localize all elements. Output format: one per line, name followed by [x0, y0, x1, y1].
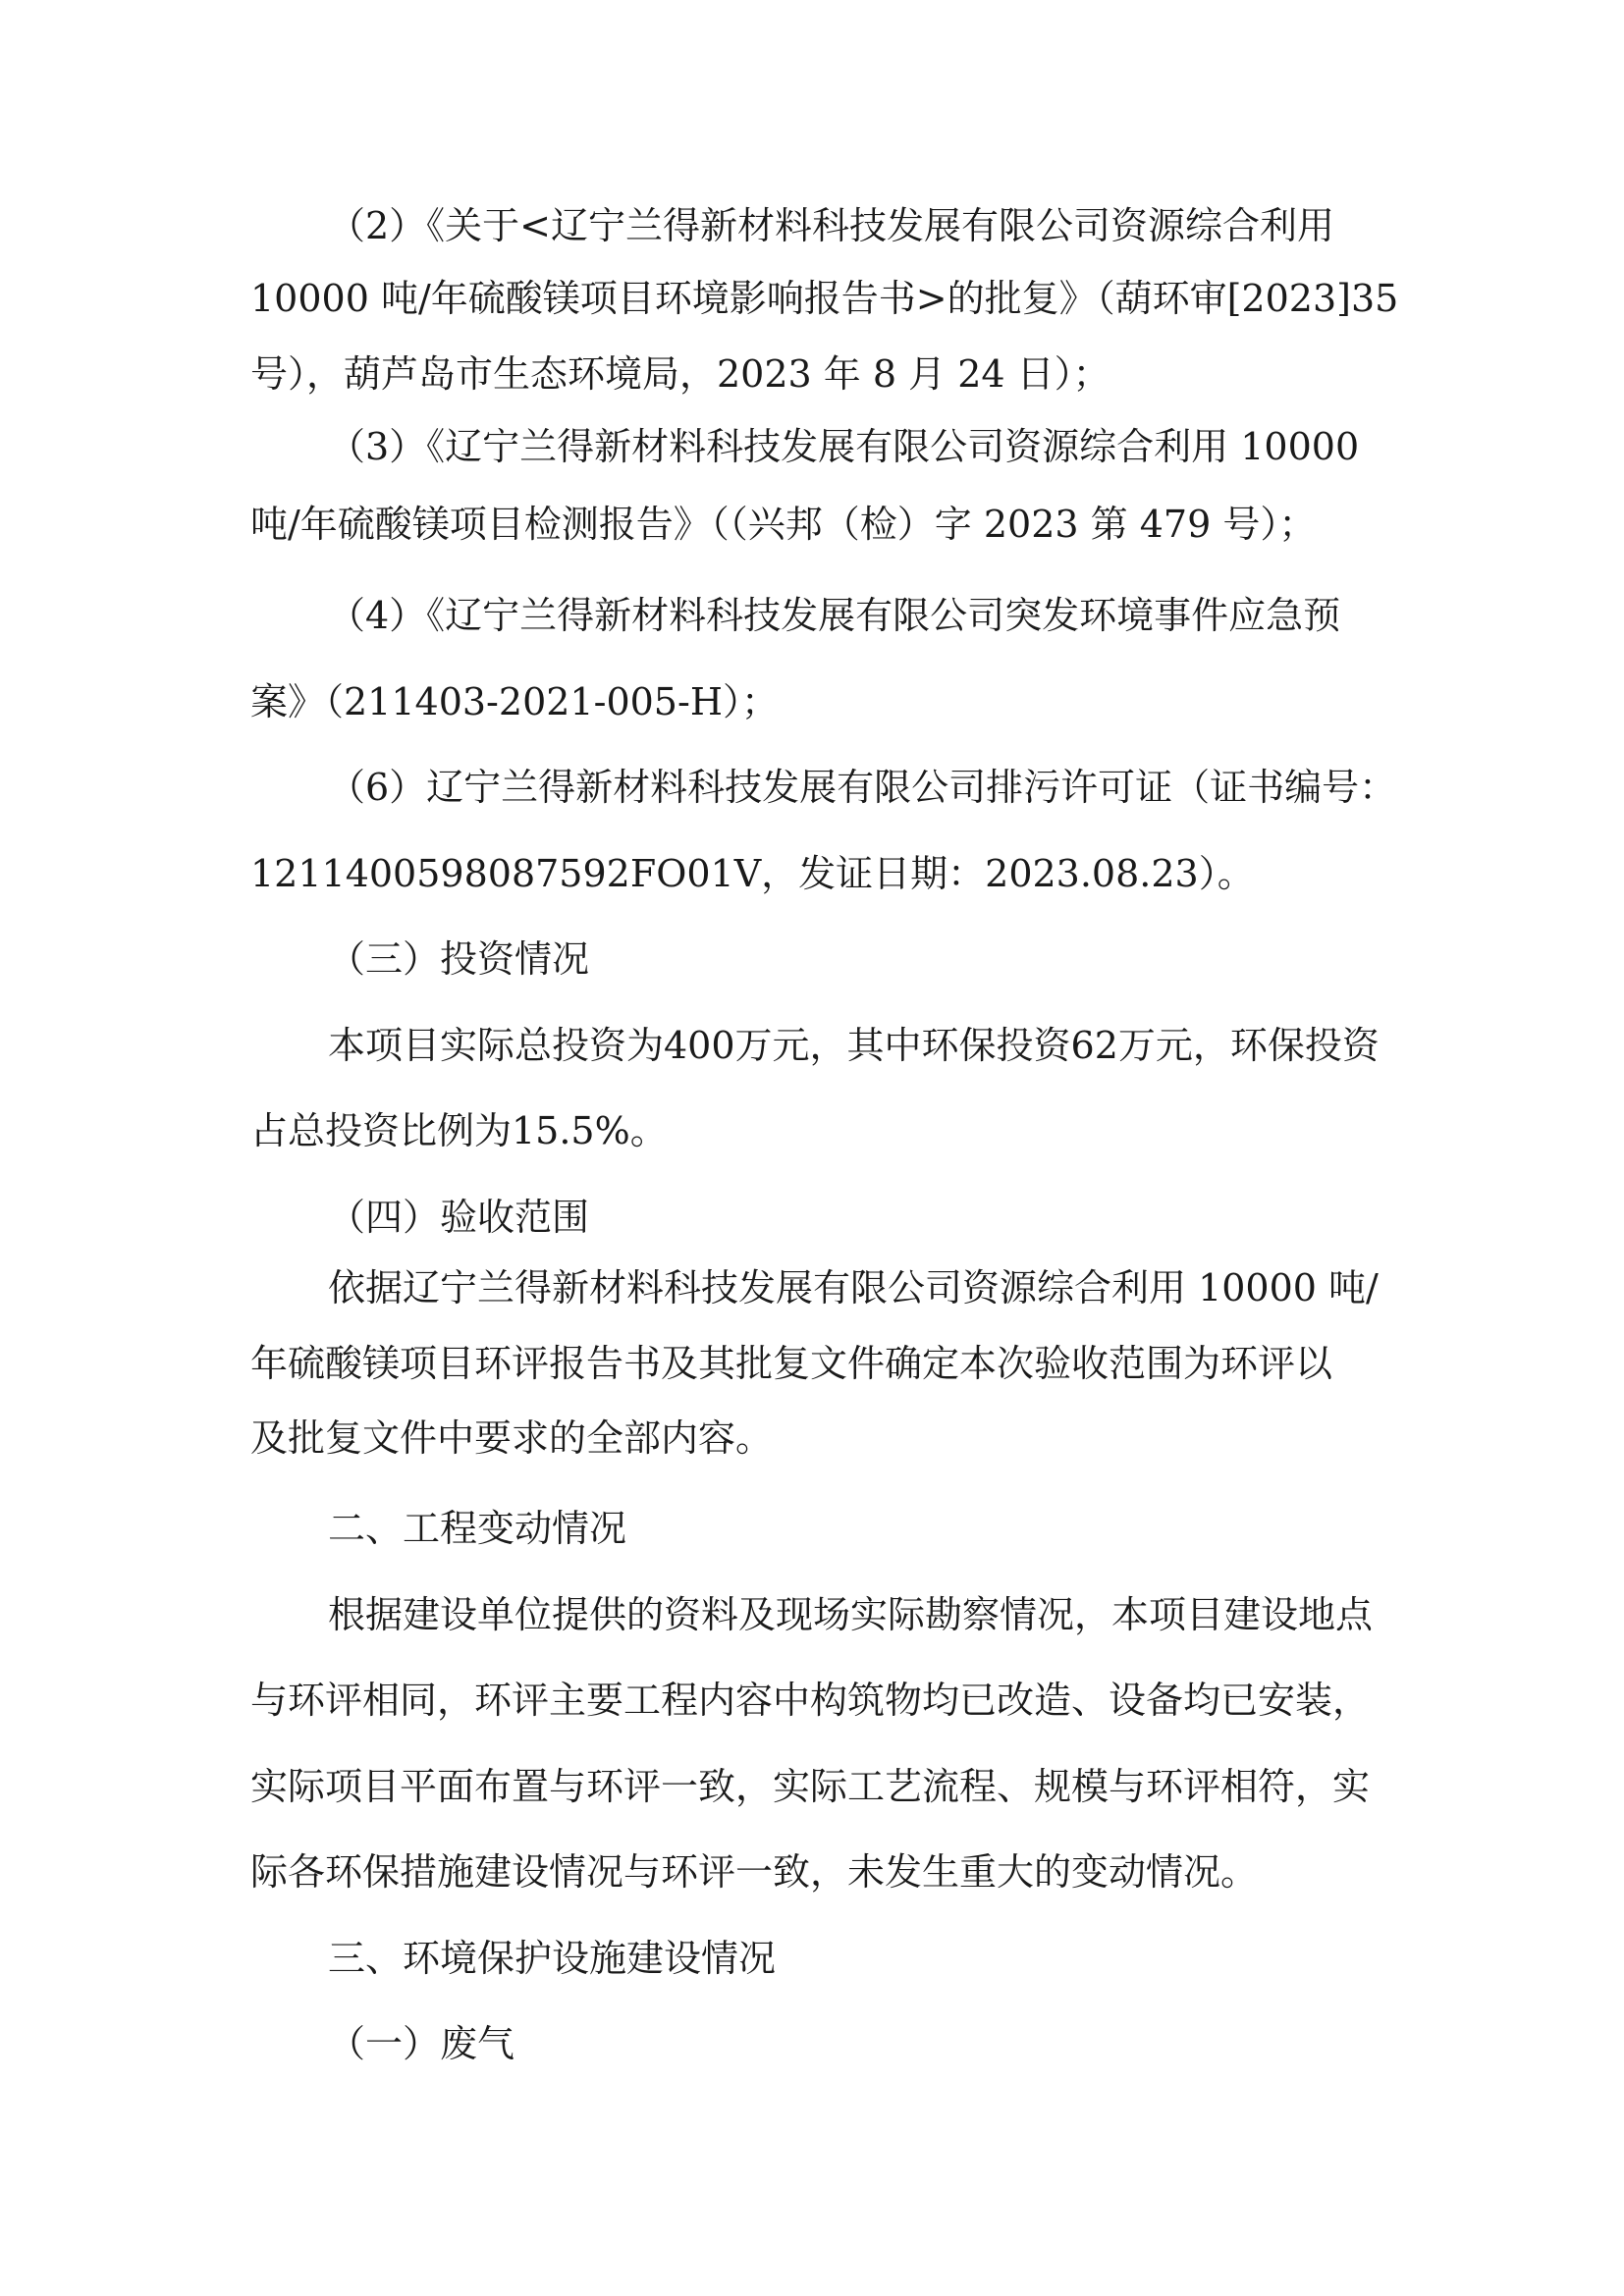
- investment-line-2: 占总投资比例为15.5%。: [250, 1109, 668, 1152]
- scope-line-3: 及批复文件中要求的全部内容。: [250, 1416, 774, 1460]
- item-3-line-1: （3）《辽宁兰得新材料科技发展有限公司资源综合利用 10000: [328, 425, 1360, 468]
- changes-line-4: 际各环保措施建设情况与环评一致，未发生重大的变动情况。: [250, 1850, 1259, 1894]
- scope-line-2: 年硫酸镁项目环评报告书及其批复文件确定本次验收范围为环评以: [250, 1342, 1333, 1385]
- changes-line-1: 根据建设单位提供的资料及现场实际勘察情况，本项目建设地点: [328, 1593, 1374, 1636]
- item-6-line-2: 121140059808759​2FO01V，发证日期：2023.08.23）。: [250, 852, 1255, 895]
- item-2-line-1: （2）《关于<辽宁兰得新材料科技发展有限公司资源综合利用: [328, 204, 1335, 247]
- item-4-line-1: （4）《辽宁兰得新材料科技发展有限公司突发环境事件应急预: [328, 594, 1341, 637]
- item-2-line-2: 10000 吨/年硫酸镁项目环境影响报告书>的批复》（葫环审[2023]35: [250, 277, 1399, 320]
- facilities-heading: 三、环境保护设施建设情况: [328, 1937, 777, 1980]
- item-2-line-3: 号），葫芦岛市生态环境局，2023 年 8 月 24 日）；: [250, 352, 1110, 396]
- changes-heading: 二、工程变动情况: [328, 1507, 627, 1550]
- item-6-line-1: （6）辽宁兰得新材料科技发展有限公司排污许可证（证书编号：: [328, 766, 1397, 809]
- investment-heading: （三）投资情况: [328, 937, 590, 981]
- changes-line-3: 实际项目平面布置与环评一致，实际工艺流程、规模与环评相符，实: [250, 1765, 1371, 1808]
- changes-line-2: 与环评相同，环评主要工程内容中构筑物均已改造、设备均已安装，: [250, 1679, 1371, 1722]
- scope-heading: （四）验收范围: [328, 1196, 590, 1239]
- item-4-line-2: 案》（211403-2021-005-H）；: [250, 680, 779, 723]
- waste-gas-heading: （一）废气: [328, 2022, 515, 2065]
- investment-line-1: 本项目实际总投资为400万元，其中环保投资62万元，环保投资: [328, 1024, 1380, 1067]
- scope-line-1: 依据辽宁兰得新材料科技发展有限公司资源综合利用 10000 吨/: [328, 1266, 1379, 1309]
- item-3-line-2: 吨/年硫酸镁项目检测报告》（（兴邦（检）字 2023 第 479 号）；: [250, 503, 1317, 546]
